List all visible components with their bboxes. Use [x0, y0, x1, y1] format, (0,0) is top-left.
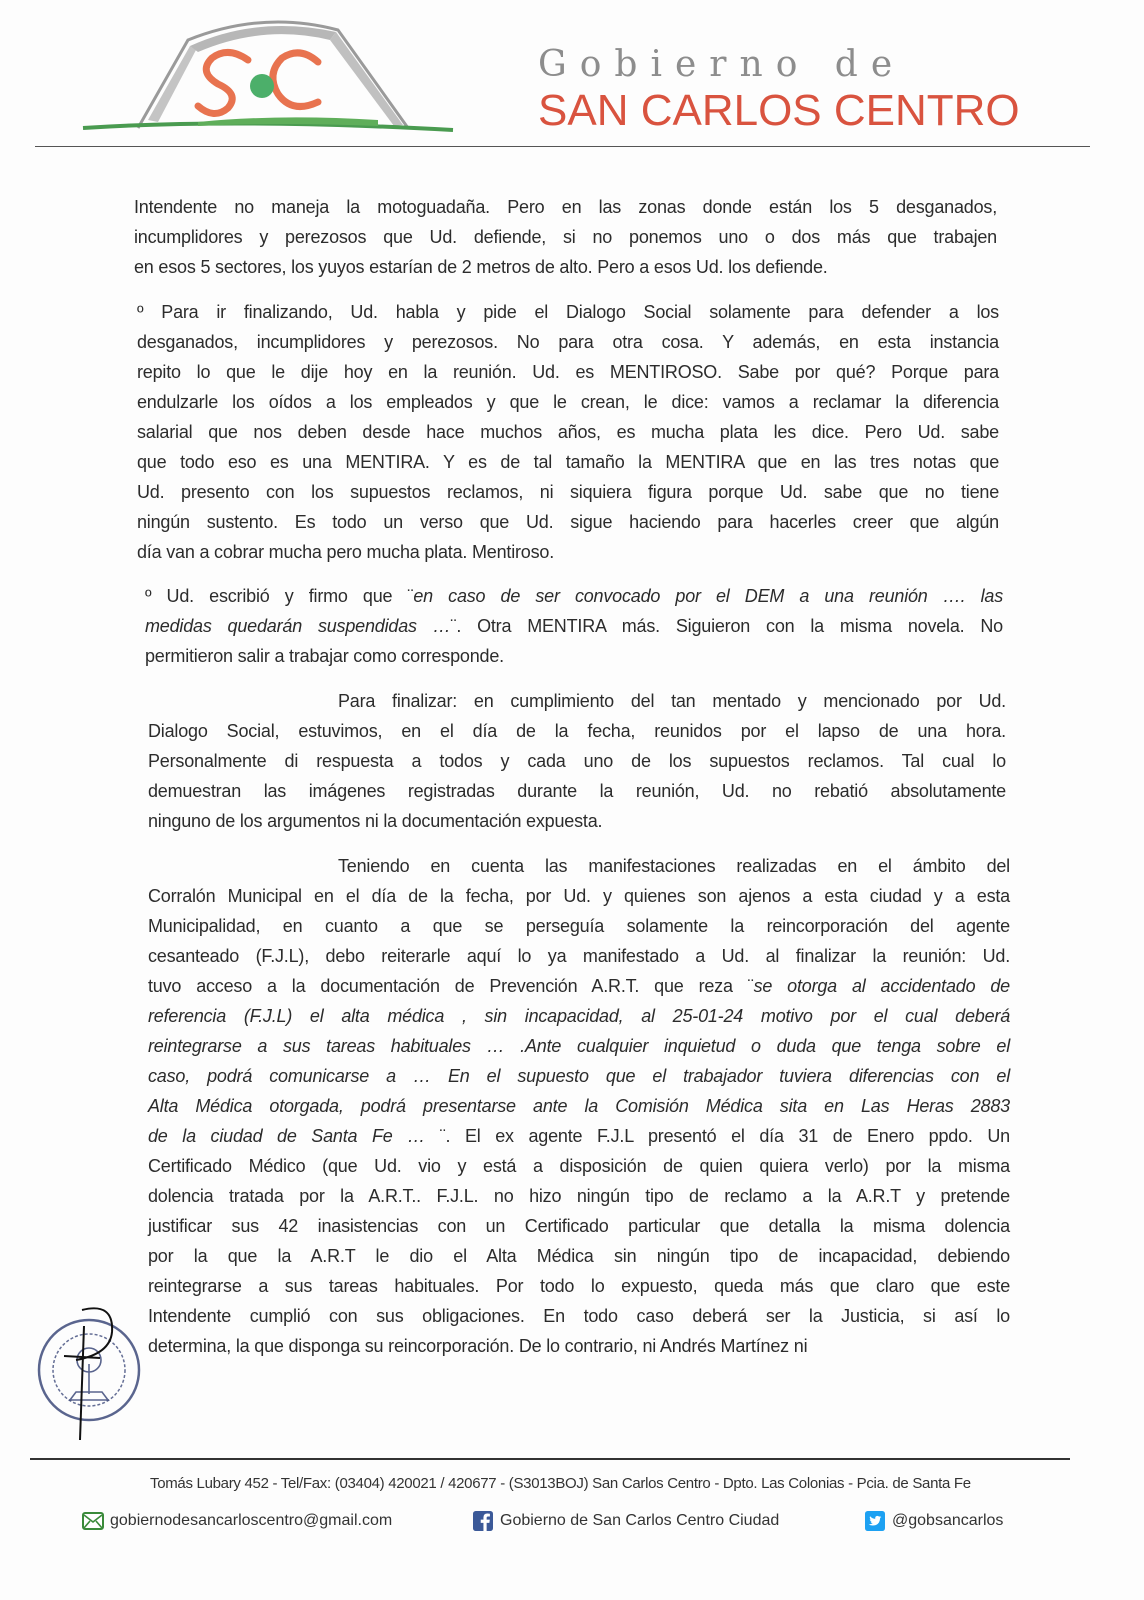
text-line	[137, 447, 999, 477]
paragraph-4	[148, 686, 1006, 836]
text-run: Personalmente di respuesta a todos y cada uno de los supuestos reclamos. Tal cual lo	[148, 751, 1006, 771]
text-run: permitieron salir a trabajar como corresponde.	[145, 646, 504, 666]
text-run: Municipalidad, en cuanto a que se perseguía solamente la reincorporación del agente	[148, 916, 1010, 936]
text-run: día van a cobrar mucha pero mucha plata. Mentiroso.	[137, 542, 555, 562]
text-run: determina, la que disponga su reincorporación. De lo contrario, ni Andrés Martínez ni	[148, 1336, 808, 1356]
quoted-text: referencia (F.J.L) el alta médica , sin incapacidad, al 25-01-24 motivo por el cual deberá	[148, 1006, 1010, 1026]
email-address[interactable]: gobiernodesancarloscentro@gmail.com	[110, 1512, 393, 1529]
text-run: ninguno de los argumentos ni la documentación expuesta.	[148, 811, 603, 831]
text-line	[148, 971, 1010, 1001]
text-line	[148, 1031, 1010, 1061]
text-line	[148, 1241, 1010, 1271]
text-line	[145, 611, 1003, 641]
footer-divider	[30, 1458, 1070, 1460]
text-line	[148, 1151, 1010, 1181]
text-run: demuestran las imágenes registradas durante la reunión, Ud. no rebatió absolutamente	[148, 781, 1006, 801]
text-line	[137, 327, 999, 357]
footer-contacts	[82, 1510, 1072, 1540]
paragraph-3	[145, 581, 1003, 671]
quoted-text: reintegrarse a sus tareas habituales … .Ante cualquier inquietud o duda que tenga sobre el	[148, 1036, 1010, 1056]
text-run: tuvo acceso a la documentación de Prevención A.R.T. que reza ¨	[148, 976, 754, 996]
text-line	[137, 477, 999, 507]
text-line	[137, 537, 999, 567]
quoted-text: se otorga al accidentado de	[753, 976, 1010, 996]
text-line	[148, 941, 1010, 971]
text-line	[148, 686, 1006, 716]
paragraph-5	[148, 851, 1010, 1361]
text-run: ¨. Otra MENTIRA más. Siguieron con la misma novela. No	[450, 616, 1003, 636]
text-line	[148, 1301, 1010, 1331]
text-run: repito lo que le dije hoy en la reunión. Ud. es MENTIROSO. Sabe por qué? Porque para	[137, 362, 999, 382]
text-line	[134, 222, 997, 252]
text-line	[148, 746, 1006, 776]
text-run: desganados, incumplidores y perezosos. No para otra cosa. Y además, en esta instancia	[137, 332, 999, 352]
text-run: cesanteado (F.J.L), debo reiterarle aquí lo ya manifestado a Ud. al finalizar la reunión: Ud.	[148, 946, 1010, 966]
text-run: Corralón Municipal en el día de la fecha, por Ud. y quienes son ajenos a esta ciudad y a esta	[148, 886, 1010, 906]
paragraph-2	[137, 297, 999, 567]
text-line	[134, 252, 997, 282]
text-run: Ud. presento con los supuestos reclamos, ni siquiera figura porque Ud. sabe que no tiene	[137, 482, 999, 502]
text-line	[145, 581, 1003, 611]
text-run: dolencia tratada por la A.R.T.. F.J.L. no hizo ningún tipo de reclamo a la A.R.T y pretende	[148, 1186, 1010, 1206]
twitter-handle[interactable]: @gobsancarlos	[892, 1512, 1004, 1529]
paragraph-1	[134, 192, 997, 282]
facebook-icon	[472, 1511, 494, 1531]
text-line	[148, 716, 1006, 746]
san-carlos-centro-logo	[78, 10, 458, 140]
facebook-page-name[interactable]: Gobierno de San Carlos Centro Ciudad	[500, 1512, 780, 1529]
text-line	[148, 1181, 1010, 1211]
quoted-text: Alta Médica otorgada, podrá presentarse ante la Comisión Médica sita en Las Heras 2883	[148, 1096, 1010, 1116]
contact-email[interactable]	[82, 1510, 392, 1532]
text-line	[137, 387, 999, 417]
text-line	[148, 1331, 1010, 1361]
quoted-text: de la ciudad de Santa Fe …	[148, 1126, 440, 1146]
email-icon	[82, 1511, 104, 1531]
text-line	[148, 881, 1010, 911]
text-run: º Ud. escribió y firmo que ¨	[145, 586, 414, 606]
municipal-seal-stamp	[34, 1290, 144, 1450]
text-line	[145, 641, 1003, 671]
text-run: incumplidores y perezosos que Ud. defiende, si no ponemos uno o dos más que trabajen	[134, 227, 997, 247]
text-run: en esos 5 sectores, los yuyos estarían de 2 metros de alto. Pero a esos Ud. los defiende.	[134, 257, 828, 277]
text-line	[148, 776, 1006, 806]
text-run: Certificado Médico (que Ud. vio y está a disposición de quien quiera verlo) por la misma	[148, 1156, 1010, 1176]
text-run: Teniendo en cuenta las manifestaciones realizadas en el ámbito del	[338, 856, 1010, 876]
text-run: Intendente cumplió con sus obligaciones. En todo caso deberá ser la Justicia, si así lo	[148, 1306, 1010, 1326]
quoted-text: en caso de ser convocado por el DEM a una reunión …. las	[413, 586, 1003, 606]
text-run: º Para ir finalizando, Ud. habla y pide el Dialogo Social solamente para defender a los	[137, 302, 999, 322]
text-run: ningún sustento. Es todo un verso que Ud. sigue haciendo para hacerles creer que algún	[137, 512, 999, 532]
text-line	[137, 417, 999, 447]
text-line	[148, 806, 1006, 836]
text-line	[148, 1271, 1010, 1301]
contact-twitter[interactable]	[864, 1510, 1003, 1532]
text-run: por la que la A.R.T le dio el Alta Médica sin ningún tipo de incapacidad, debiendo	[148, 1246, 1010, 1266]
text-run: reintegrarse a sus tareas habituales. Por todo lo expuesto, queda más que claro que este	[148, 1276, 1010, 1296]
text-line	[148, 1121, 1010, 1151]
text-line	[137, 357, 999, 387]
footer-address: Tomás Lubary 452 - Tel/Fax: (03404) 420021 / 420677 - (S3013BOJ) San Carlos Centro - Dpto. Las Colonias - Pcia. de Santa Fe	[150, 1475, 971, 1492]
letterhead	[0, 0, 1144, 160]
text-run: ¨. El ex agente F.J.L presentó el día 31 de Enero ppdo. Un	[439, 1126, 1010, 1146]
text-line	[148, 851, 1010, 881]
text-line	[148, 1211, 1010, 1241]
brand-line-1: Gobierno de	[538, 44, 906, 85]
text-line	[148, 1091, 1010, 1121]
quoted-text: medidas quedarán suspendidas …	[145, 616, 451, 636]
twitter-icon	[864, 1511, 886, 1531]
text-line	[148, 1061, 1010, 1091]
text-run: Para finalizar: en cumplimiento del tan mentado y mencionado por Ud.	[338, 691, 1006, 711]
text-line	[137, 297, 999, 327]
text-run: Intendente no maneja la motoguadaña. Pero en las zonas donde están los 5 desganados,	[134, 197, 997, 217]
logo-green-dot	[250, 74, 274, 98]
contact-facebook[interactable]	[472, 1510, 779, 1532]
text-line	[134, 192, 997, 222]
text-run: Dialogo Social, estuvimos, en el día de la fecha, reunidos por el lapso de una hora.	[148, 721, 1006, 741]
text-run: que todo eso es una MENTIRA. Y es de tal tamaño la MENTIRA que en las tres notas que	[137, 452, 999, 472]
text-line	[137, 507, 999, 537]
text-run: endulzarle los oídos a los empleados y que le crean, le dice: vamos a reclamar la diferencia	[137, 392, 999, 412]
text-run: salarial que nos deben desde hace muchos años, es mucha plata les dice. Pero Ud. sabe	[137, 422, 999, 442]
header-divider	[35, 146, 1090, 147]
text-run: justificar sus 42 inasistencias con un Certificado particular que detalla la misma dolencia	[148, 1216, 1010, 1236]
brand-line-2: SAN CARLOS CENTRO	[538, 86, 1020, 135]
text-line	[148, 1001, 1010, 1031]
text-line	[148, 911, 1010, 941]
quoted-text: caso, podrá comunicarse a … En el supuesto que el trabajador tuviera diferencias con el	[148, 1066, 1010, 1086]
